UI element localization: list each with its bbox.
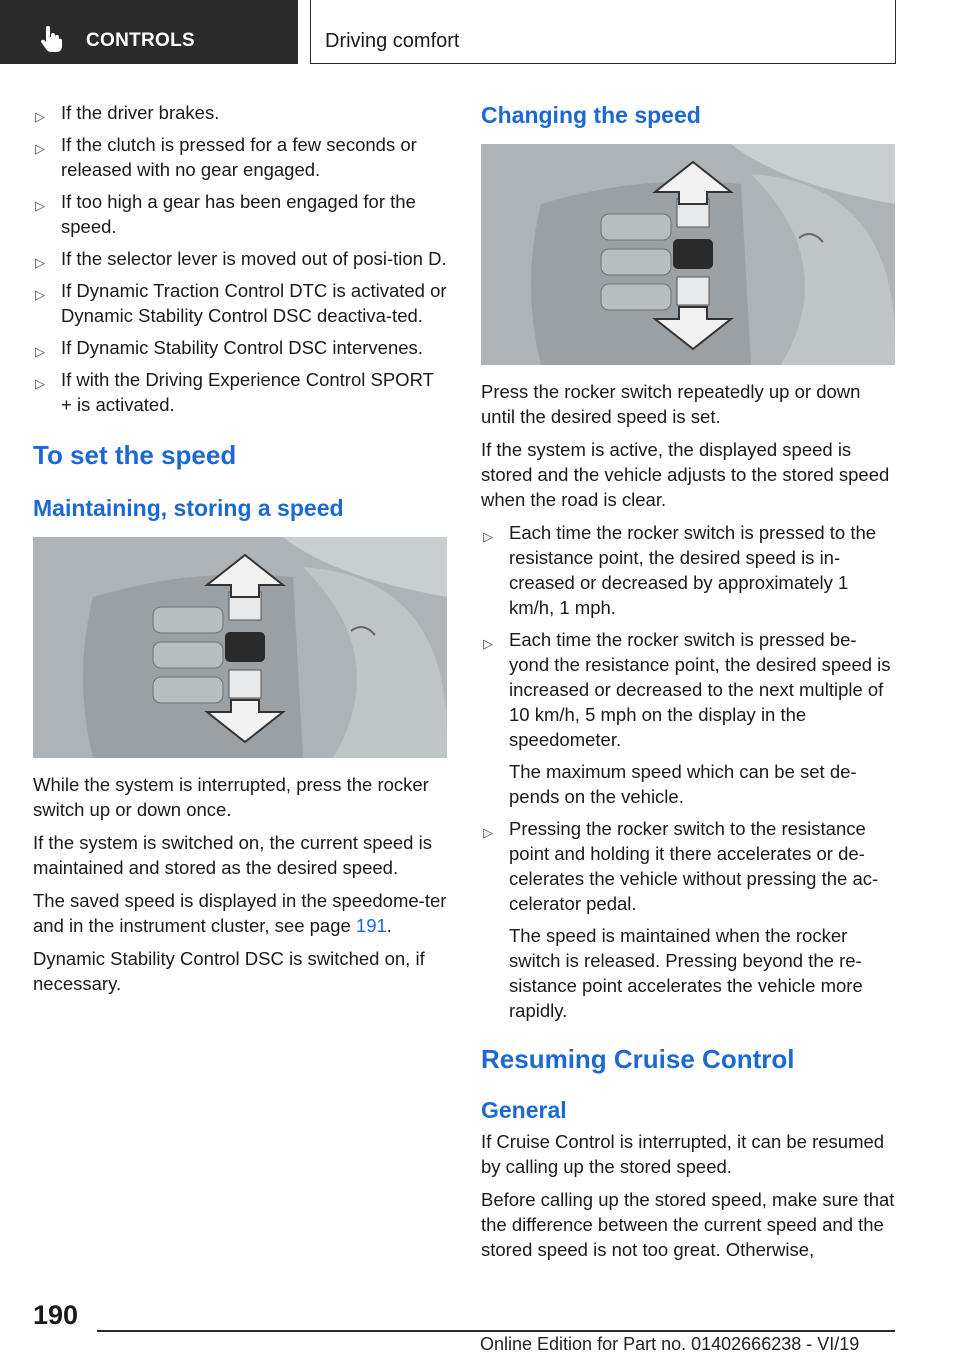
list-item-note: The maximum speed which can be set de-pends on the vehicle.	[509, 761, 857, 807]
interruption-conditions-list	[33, 100, 447, 417]
list-item-note: The speed is maintained when the rocker switch is released. Pressing beyond the re-sistance point accelerates the vehicle more rapidly.	[509, 925, 863, 1021]
paragraph: Dynamic Stability Control DSC is switched on, if necessary.	[33, 948, 425, 994]
footer-divider	[97, 1330, 895, 1332]
section-heading-resuming: Resuming Cruise Control	[481, 1044, 795, 1074]
paragraph: If the system is switched on, the current speed is maintained and stored as the desired speed.	[33, 832, 432, 878]
triangle-bullet-icon: ▷	[483, 825, 493, 840]
list-item: ▷ If the clutch is pressed for a few seconds or released with no gear engaged.	[35, 134, 417, 180]
paragraph: While the system is interrupted, press the rocker switch up or down once.	[33, 774, 429, 820]
page-number: 190	[33, 1300, 79, 1330]
list-item: ▷ If Dynamic Traction Control DTC is activated or Dynamic Stability Control DSC deactiva-ted.	[35, 280, 447, 326]
triangle-bullet-icon: ▷	[35, 344, 45, 359]
triangle-bullet-icon: ▷	[35, 376, 45, 391]
section-tab[interactable]	[0, 0, 298, 64]
steering-wheel-rocker-figure	[33, 537, 447, 758]
rocker-switch-list	[481, 520, 895, 1023]
triangle-bullet-icon: ▷	[35, 255, 45, 270]
triangle-bullet-icon: ▷	[35, 287, 45, 302]
list-item: ▷ If the driver brakes.	[33, 100, 447, 125]
paragraph-saved-speed: The saved speed is displayed in the speedome-ter and in the instrument cluster, see page 191.	[33, 890, 447, 936]
chapter-title: Driving comfort	[325, 30, 460, 52]
triangle-bullet-icon: ▷	[35, 109, 45, 124]
steering-wheel-illustration-icon	[481, 144, 895, 365]
sub-heading-changing-speed: Changing the speed	[481, 102, 701, 128]
list-item: ▷ If too high a gear has been engaged for the speed.	[35, 191, 416, 237]
triangle-bullet-icon: ▷	[483, 529, 493, 544]
sub-heading-general: General	[481, 1097, 567, 1123]
section-tab-label: CONTROLS	[86, 30, 196, 51]
section-heading-set-speed: To set the speed	[33, 440, 237, 470]
page-link-191[interactable]: 191	[355, 915, 387, 936]
steering-wheel-rocker-figure	[481, 144, 895, 365]
triangle-bullet-icon: ▷	[483, 636, 493, 651]
paragraph: Before calling up the stored speed, make sure that the difference between the current speed and the stored speed is not too great. Otherwise,	[481, 1189, 895, 1260]
hand-pointer-icon	[40, 26, 64, 52]
list-item: ▷ If with the Driving Experience Control SPORT + is activated.	[35, 369, 434, 415]
paragraph: If the system is active, the displayed speed is stored and the vehicle adjusts to the stored speed when the road is clear.	[481, 439, 890, 510]
triangle-bullet-icon: ▷	[35, 141, 45, 156]
triangle-bullet-icon: ▷	[35, 198, 45, 213]
list-item: ▷ Each time the rocker switch is pressed be-yond the resistance point, the desired speed is increased or decreased to the next multiple of 10 km/h, 5 mph on the display in the speedometer. The maximum speed which can be set de-pends on the vehicle.	[481, 627, 895, 809]
list-item: ▷ If Dynamic Stability Control DSC intervenes.	[33, 335, 447, 360]
right-column	[481, 100, 895, 1270]
steering-wheel-illustration-icon	[33, 537, 447, 758]
edition-text: Online Edition for Part no. 01402666238 - VI/19	[480, 1334, 860, 1354]
chapter-title-box	[310, 0, 896, 64]
left-column	[33, 100, 447, 1004]
paragraph: Press the rocker switch repeatedly up or down until the desired speed is set.	[481, 381, 861, 427]
sub-heading-maintaining: Maintaining, storing a speed	[33, 495, 344, 521]
paragraph: If Cruise Control is interrupted, it can be resumed by calling up the stored speed.	[481, 1131, 885, 1177]
list-item: ▷ Each time the rocker switch is pressed to the resistance point, the desired speed is in-creased or decreased by approximately 1 km/h, 1 mph.	[483, 522, 877, 618]
list-item: ▷ If the selector lever is moved out of posi-tion D.	[33, 246, 447, 271]
list-item: ▷ Pressing the rocker switch to the resistance point and holding it there accelerates or de-celerates the vehicle without pressing the ac-celerator pedal. The speed is maintained when the rocker switch is released. Pressing beyond the re-sistance point accelerates the vehicle more rapidly.	[481, 816, 895, 1023]
